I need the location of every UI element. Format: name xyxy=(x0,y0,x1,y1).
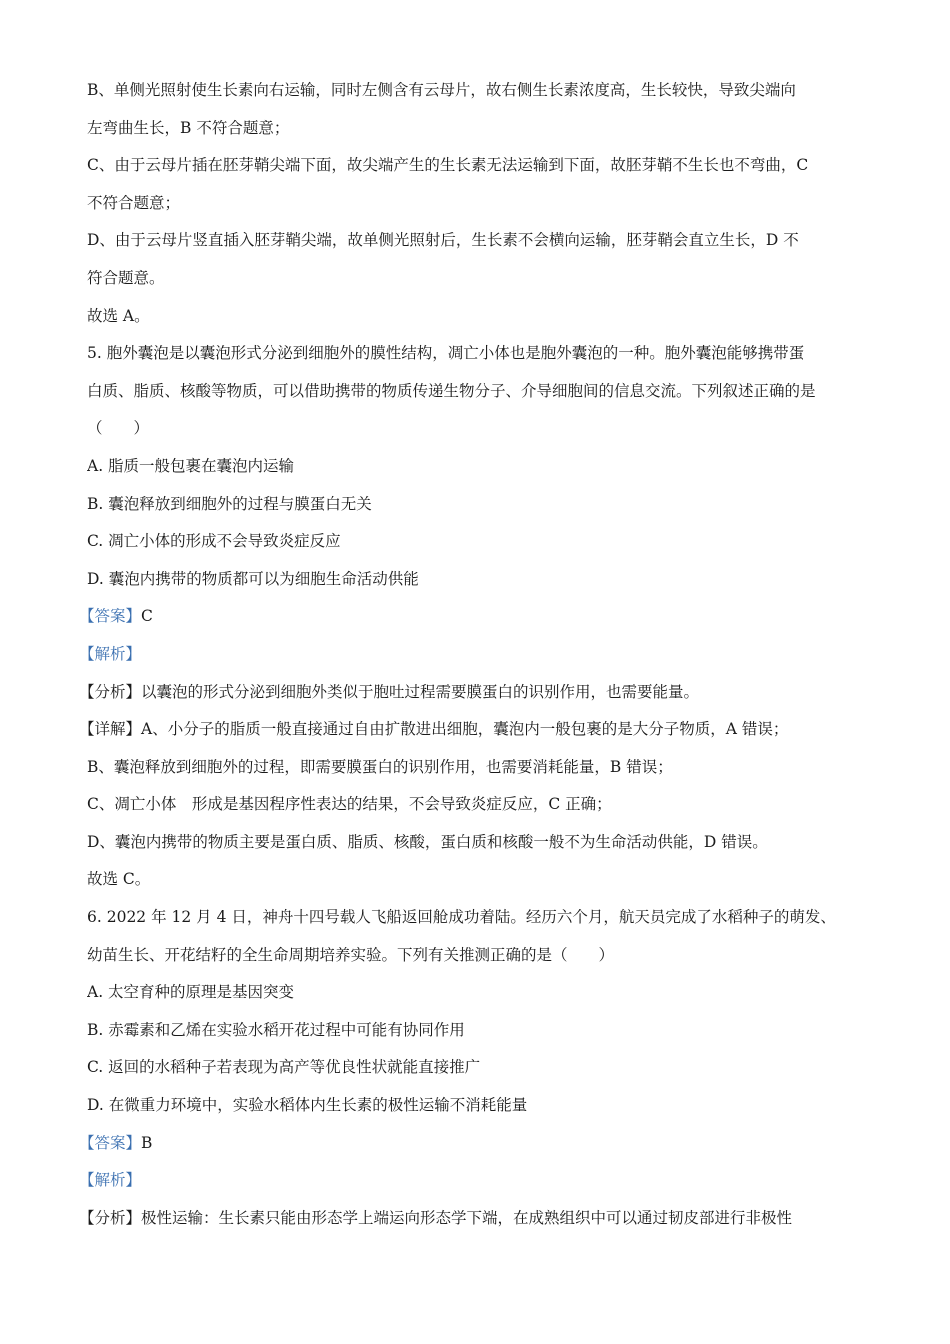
q5-xiangjie-d: D、囊泡内携带的物质主要是蛋白质、脂质、核酸，蛋白质和核酸一般不为生命活动供能，D 错误。 xyxy=(87,832,768,851)
prev-option-d-line-2: 符合题意。 xyxy=(87,268,165,287)
q6-stem-line-2: 幼苗生长、开花结籽的全生命周期培养实验。下列有关推测正确的是（ ） xyxy=(87,945,615,964)
q5-conclusion: 故选 C。 xyxy=(87,870,151,889)
q5-analysis-tag: 【解析】 xyxy=(79,644,142,663)
q5-fenxi-text: 以囊泡的形式分泌到细胞外类似于胞吐过程需要膜蛋白的识别作用，也需要能量。 xyxy=(141,682,700,701)
q5-option-d: D. 囊泡内携带的物质都可以为细胞生命活动供能 xyxy=(87,569,419,588)
prev-option-b-line-2: 左弯曲生长，B 不符合题意； xyxy=(87,118,290,137)
q6-option-d: D. 在微重力环境中，实验水稻体内生长素的极性运输不消耗能量 xyxy=(87,1096,528,1115)
q6-analysis-heading xyxy=(79,1162,867,1200)
prev-conclusion: 故选 A。 xyxy=(87,306,150,325)
q6-option-c: C. 返回的水稻种子若表现为高产等优良性状就能直接推广 xyxy=(87,1058,481,1077)
q6-answer xyxy=(79,1125,867,1163)
q6-option-a: A. 太空育种的原理是基因突变 xyxy=(87,983,295,1002)
prev-option-d-line-1: D、由于云母片竖直插入胚芽鞘尖端，故单侧光照射后，生长素不会横向运输，胚芽鞘会直立生长，D 不 xyxy=(87,231,799,250)
prev-option-c-line-1: C、由于云母片插在胚芽鞘尖端下面，故尖端产生的生长素无法运输到下面，故胚芽鞘不生长也不弯曲，C xyxy=(87,156,809,175)
q5-answer-tag: 【答案】 xyxy=(79,607,142,626)
q5-option-c: C. 凋亡小体的形成不会导致炎症反应 xyxy=(87,532,341,551)
prev-option-c-line-2: 不符合题意； xyxy=(87,193,181,212)
q5-stem-line-1: 5. 胞外囊泡是以囊泡形式分泌到细胞外的膜性结构，凋亡小体也是胞外囊泡的一种。胞外囊泡能够携带蛋 xyxy=(87,344,805,363)
q5-stem-line-3: （ ） xyxy=(87,419,150,438)
q6-fenxi xyxy=(79,1200,867,1238)
q5-answer xyxy=(79,598,867,636)
q5-analysis-heading xyxy=(79,636,867,674)
q5-option-a: A. 脂质一般包裹在囊泡内运输 xyxy=(87,456,295,475)
q6-analysis-tag: 【解析】 xyxy=(79,1171,142,1190)
q5-xiangjie-tag: 【详解】 xyxy=(79,720,142,739)
q5-option-b: B. 囊泡释放到细胞外的过程与膜蛋白无关 xyxy=(87,494,372,513)
q6-answer-value: B xyxy=(141,1133,153,1152)
q6-option-b: B. 赤霉素和乙烯在实验水稻开花过程中可能有协同作用 xyxy=(87,1020,465,1039)
q6-fenxi-tag: 【分析】 xyxy=(79,1208,142,1227)
q6-stem-line-1: 6. 2022 年 12 月 4 日，神舟十四号载人飞船返回舱成功着陆。经历六个月，航天员完成了水稻种子的萌发、 xyxy=(87,908,836,927)
q5-fenxi xyxy=(79,674,867,712)
prev-option-b-line-1: B、单侧光照射使生长素向右运输，同时左侧含有云母片，故右侧生长素浓度高，生长较快，导致尖端向 xyxy=(87,81,796,99)
q6-answer-tag: 【答案】 xyxy=(79,1133,142,1152)
document-content xyxy=(79,72,867,1237)
q5-xiangjie-a-text: A、小分子的脂质一般直接通过自由扩散进出细胞，囊泡内一般包裹的是大分子物质，A 错误； xyxy=(141,720,789,739)
q5-stem-line-2: 白质、脂质、核酸等物质，可以借助携带的物质传递生物分子、介导细胞间的信息交流。下列叙述正确的是 xyxy=(87,381,816,400)
q5-xiangjie-c: C、凋亡小体 形成是基因程序性表达的结果，不会导致炎症反应，C 正确； xyxy=(87,795,612,814)
q5-xiangjie-b: B、囊泡释放到细胞外的过程，即需要膜蛋白的识别作用，也需要消耗能量，B 错误； xyxy=(87,757,673,776)
q5-fenxi-tag: 【分析】 xyxy=(79,682,142,701)
q5-answer-value: C xyxy=(141,607,153,626)
q5-xiangjie-a xyxy=(79,711,867,749)
q6-fenxi-text: 极性运输：生长素只能由形态学上端运向形态学下端，在成熟组织中可以通过韧皮部进行非极性 xyxy=(141,1208,793,1227)
